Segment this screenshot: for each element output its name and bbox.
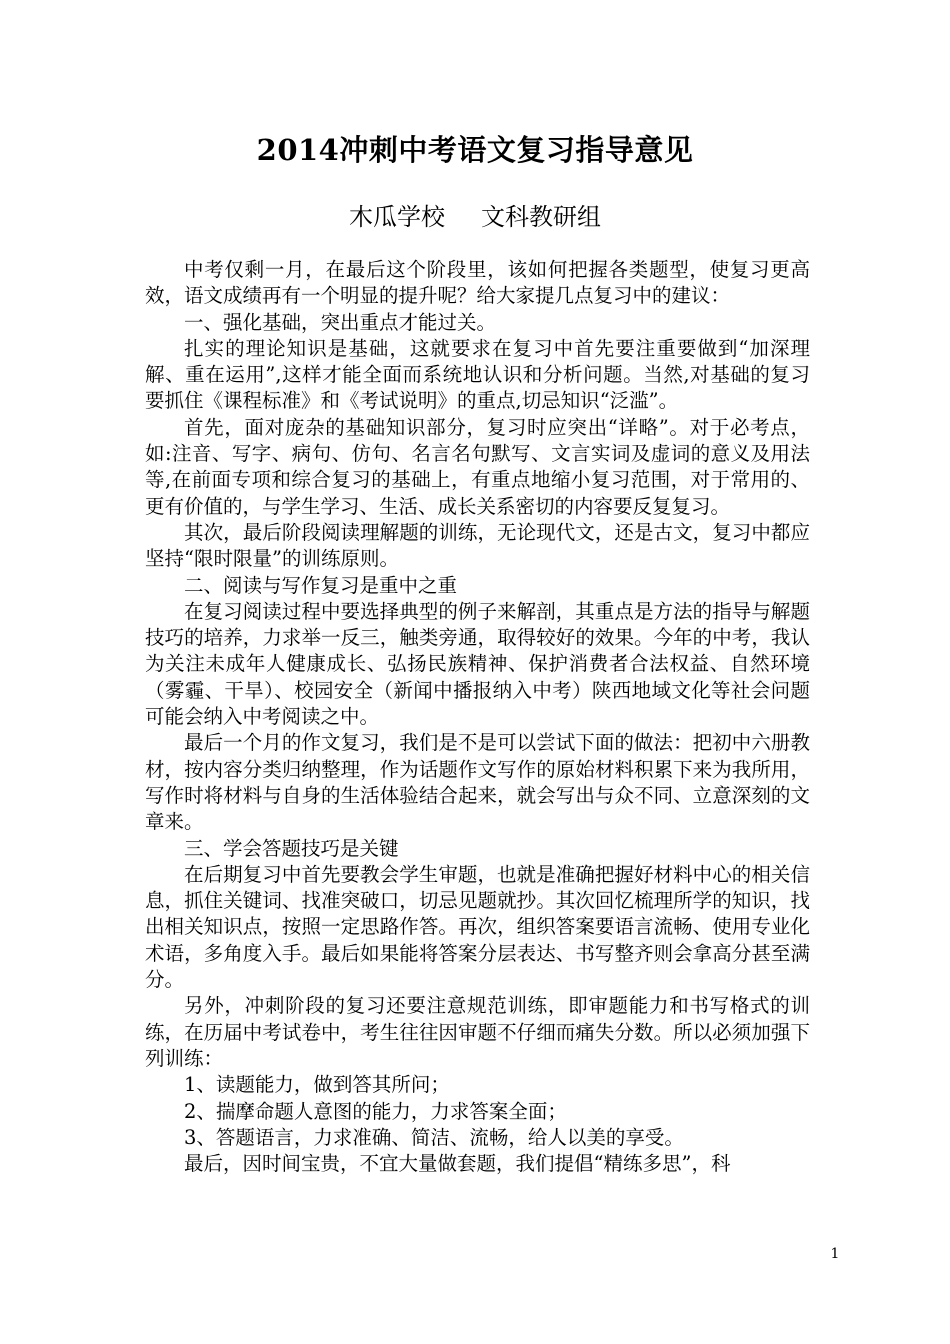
section-heading-1: 一、强化基础，突出重点才能过关。 <box>184 310 497 334</box>
paragraph-training: 另外，冲刺阶段的复习还要注意规范训练，即审题能力和书写格式的训练，在历届中考试卷中，考生往往因审题不仔细而痛失分数。所以必须加强下列训练： <box>145 994 810 1070</box>
document-title: 2014冲刺中考语文复习指导意见 <box>256 133 694 167</box>
section-heading-2: 二、阅读与写作复习是重中之重 <box>184 573 458 597</box>
paragraph-second: 其次，最后阶段阅读理解题的训练，无论现代文，还是古文，复习中都应坚持“限时限量”的训练原则。 <box>145 520 810 571</box>
paragraph-first: 首先，面对庞杂的基础知识部分，复习时应突出“详略”。对于必考点，如:注音、写字、病句、仿句、名言名句默写、文言实词及虚词的意义及用法等,在前面专项和综合复习的基础上，有重点地缩小复习范围，对于常用的、更有价值的，与学生学习、生活、成长关系密切的内容要反复复习。 <box>145 415 810 518</box>
paragraph-technique: 在后期复习中首先要教会学生审题，也就是准确把握好材料中心的相关信息，抓住关键词、找准突破口，切忌见题就抄。其次回忆梳理所学的知识，找出相关知识点，按照一定思路作答。再次，组织答案要语言流畅、使用专业化术语，多角度入手。最后如果能将答案分层表达、书写整齐则会拿高分甚至满分。 <box>145 862 810 992</box>
paragraph-foundation: 扎实的理论知识是基础，这就要求在复习中首先要注重要做到“加深理解、重在运用”,这样才能全面而系统地认识和分析问题。当然,对基础的复习要抓住《课程标准》和《考试说明》的重点,切忌知识“泛滥”。 <box>145 336 810 413</box>
document-body <box>145 257 810 1177</box>
list-item-3: 3、答题语言，力求准确、简洁、流畅，给人以美的享受。 <box>184 1125 684 1149</box>
paragraph-final: 最后，因时间宝贵，不宜大量做套题，我们提倡“精练多思”，科 <box>184 1152 731 1176</box>
paragraph-reading: 在复习阅读过程中要选择典型的例子来解剖，其重点是方法的指导与解题技巧的培养，力求举一反三，触类旁通，取得较好的效果。今年的中考，我认为关注未成年人健康成长、弘扬民族精神、保护消费者合法权益、自然环境（雾霾、干旱）、校园安全（新闻中播报纳入中考）陕西地域文化等社会问题可能会纳入中考阅读之中。 <box>145 599 810 729</box>
list-item-1: 1、读题能力，做到答其所问； <box>184 1073 450 1097</box>
author-group: 文科教研组 <box>481 203 601 231</box>
list-item-2: 2、揣摩命题人意图的能力，力求答案全面； <box>184 1099 567 1123</box>
section-heading-3: 三、学会答题技巧是关键 <box>184 836 399 860</box>
paragraph-intro: 中考仅剩一月，在最后这个阶段里，该如何把握各类题型，使复习更高效，语文成绩再有一个明显的提升呢？给大家提几点复习中的建议： <box>145 258 810 308</box>
paragraph-writing: 最后一个月的作文复习，我们是不是可以尝试下面的做法：把初中六册教材，按内容分类归纳整理，作为话题作文写作的原始材料积累下来为我所用，写作时将材料与自身的生活体验结合起来，就会写出与众不同、立意深刻的文章来。 <box>145 731 810 834</box>
author-school: 木瓜学校 <box>349 203 445 231</box>
page-number: 1 <box>830 1246 840 1262</box>
document-author-line <box>0 200 950 234</box>
